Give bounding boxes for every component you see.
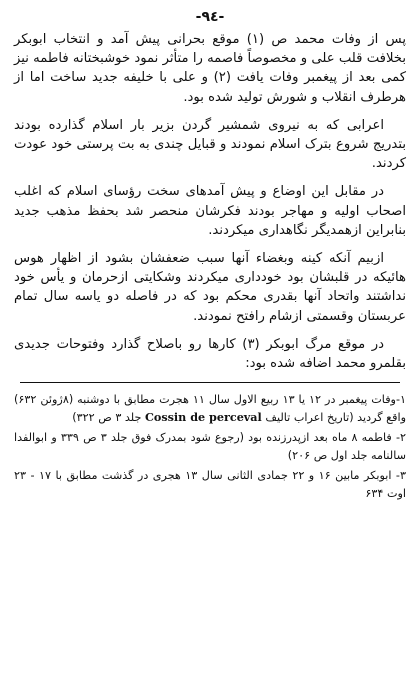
paragraph-3: در مقابل این اوضاع و پیش آمدهای سخت رؤسای اسلام که اغلب اصحاب اولیه و مهاجر بودند فکرشان منحصر شد بحفظ مذهب جدید بنابراین ازهمدیگر نگاهداری میکردند. <box>14 184 406 238</box>
footnote-1-ref: جلد ۳ ص ۳۲۲) <box>72 410 142 424</box>
main-text <box>14 30 406 373</box>
footnote-1-author: Cossin de perceval <box>144 409 262 424</box>
paragraph-2: اعرابی که به نیروی شمشیر گردن بزیر بار اسلام گذارده بودند بتدریج شروع بترک اسلام نمودند و قبایل چندی به بت پرستی خود عودت کردند. <box>14 117 406 172</box>
paragraph-1: پس از وفات محمد ص (۱) موقع بحرانی پیش آمد و انتخاب ابوبکر بخلافت قلب علی و مخصوصاً فاصمه را متأثر نمود خوشبختانه فاطمه نیز کمی بعد از پیغمبر وفات یافت (۲) و علی با خلیفه جدید ساخت اما از هرطرف انقلاب و شورش تولید شده بود. <box>14 32 406 105</box>
page-number: -٩٤- <box>195 9 225 25</box>
paragraph-5: در موقع مرگ ابوبکر (۳) کارها رو باصلاح گذارد وفتوحات جدیدی بقلمرو محمد اضافه شده بود: <box>14 336 406 372</box>
footnote-1 <box>14 391 406 426</box>
footnote-3: ۳- ابوبکر مابین ۱۶ و ۲۲ جمادی الثانی سال ۱۳ هجری در گذشت مطابق با ۱۷ - ۲۳ اوت ۶۳۴ <box>14 469 406 500</box>
paragraph-4: ازبیم آنکه کینه وبغضاء آنها سبب ضعفشان بشود از اظهار هوس هائیکه در قلبشان بود خودداری میکردند وشکایتی ازحرمان و یأس خود نداشتند واتحاد آنها بقدری محکم بود که در فاصله دو یاسه سال تمام عربستان وقسمتی ازشام رافتح نمودند. <box>14 251 406 324</box>
footnote-divider <box>20 382 400 383</box>
footnote-1-text: ۱-وفات پیغمبر در ۱۲ یا ۱۳ ربیع الاول سال ۱۱ هجرت مطابق با دوشنبه (۸ژوئن ۶۳۲) واقع گردید (تاریخ اعراب تالیف <box>14 393 406 424</box>
footnotes <box>14 391 406 502</box>
footnote-2: ۲- فاطمه ۸ ماه بعد ازپدرزنده بود (رجوع شود بمدرک فوق جلد ۳ ص ۳۳۹ و ابوالفدا سالنامه جلد اول ص ۲۰۶) <box>14 431 406 462</box>
